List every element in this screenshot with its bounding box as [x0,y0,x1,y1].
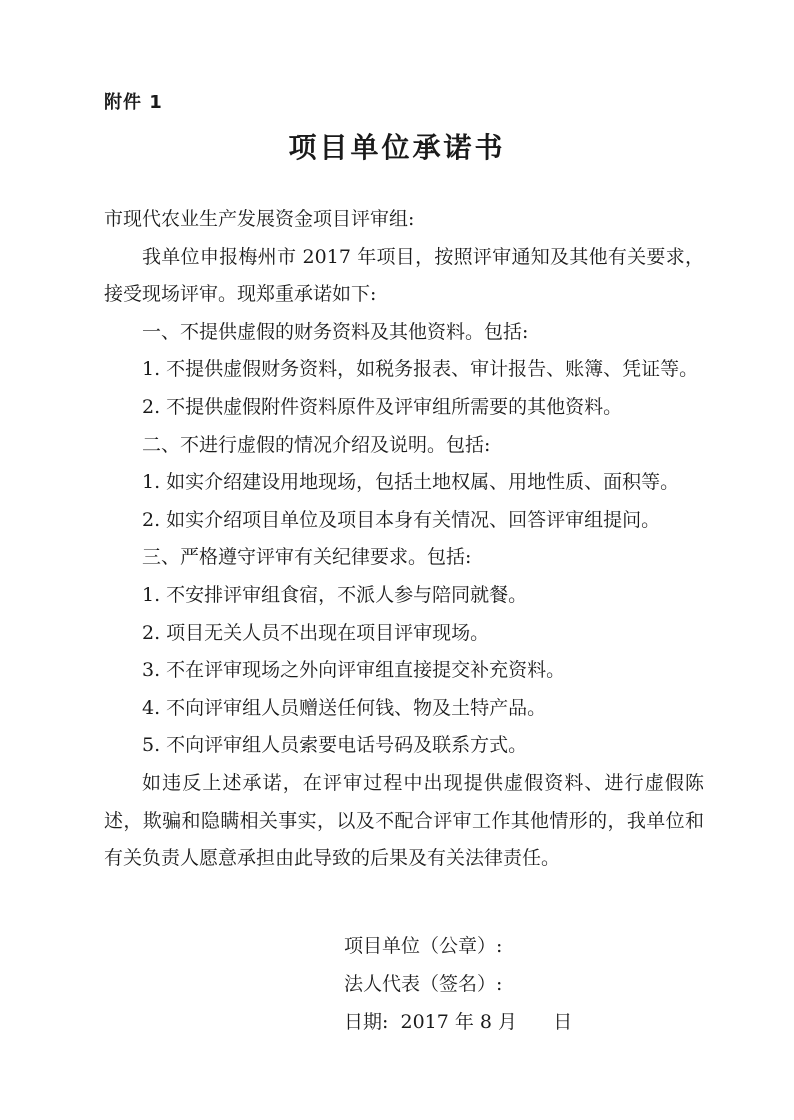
section-2-heading: 二、不进行虚假的情况介绍及说明。包括: [142,433,491,456]
unit-seal-label: 项目单位（公章）: [344,935,503,957]
section-3-item-3: 3. 不在评审现场之外向评审组直接提交补充资料。 [142,659,566,682]
signature-block [344,927,572,1041]
legal-rep-signature-label: 法人代表（签名）: [344,973,503,995]
date-label: 日期: 2017 年 8 月 日 [344,1011,573,1033]
closing-paragraph: 如违反上述承诺，在评审过程中出现提供虚假资料、进行虚假陈述，欺骗和隐瞒相关事实，以及不配合评审工作其他情形的，我单位和有关负责人愿意承担由此导致的后果及有关法律责任。 [104,771,704,870]
section-1-heading: 一、不提供虚假的财务资料及其他资料。包括: [142,320,529,343]
section-3-item-4: 4. 不向评审组人员赠送任何钱、物及土特产品。 [142,696,547,719]
section-3-item-1: 1. 不安排评审组食宿，不派人参与陪同就餐。 [142,583,528,606]
attachment-label: 附件 1 [104,92,163,113]
section-3-item-2: 2. 项目无关人员不出现在项目评审现场。 [142,621,490,644]
section-2-item-1: 1. 如实介绍建设用地现场，包括土地权属、用地性质、面积等。 [142,471,680,494]
intro-paragraph: 我单位申报梅州市 2017 年项目，按照评审通知及其他有关要求，接受现场评审。现郑重承诺如下: [104,245,704,306]
document-body [104,201,704,878]
section-1-item-1: 1. 不提供虚假财务资料，如税务报表、审计报告、账簿、凭证等。 [142,358,699,381]
section-2-item-2: 2. 如实介绍项目单位及项目本身有关情况、回答评审组提问。 [142,508,661,531]
section-3-heading: 三、严格遵守评审有关纪律要求。包括: [142,546,472,569]
section-1-item-2: 2. 不提供虚假附件资料原件及评审组所需要的其他资料。 [142,395,623,418]
document-title: 项目单位承诺书 [288,131,506,164]
section-3-item-5: 5. 不向评审组人员索要电话号码及联系方式。 [142,734,528,757]
addressee: 市现代农业生产发展资金项目评审组: [104,208,415,230]
